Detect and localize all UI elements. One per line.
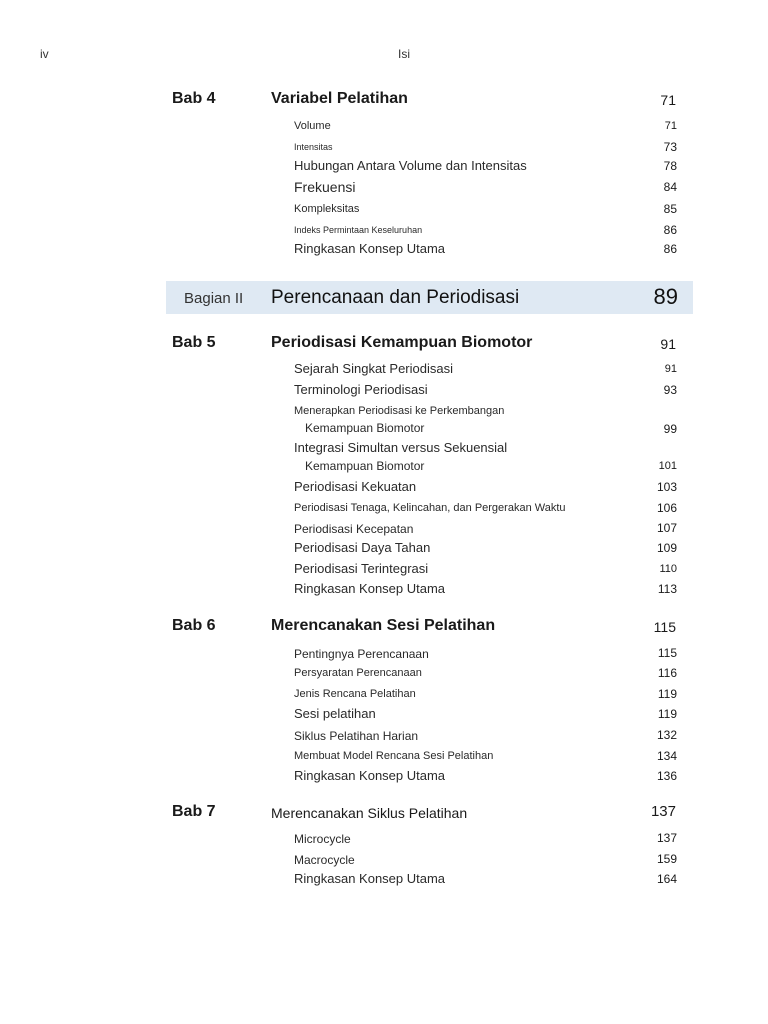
entry-page: 134: [656, 749, 677, 763]
entry-title: Volume: [294, 120, 331, 132]
entry-title: Integrasi Simultan versus Sekuensial: [294, 440, 508, 455]
entry-page: 119: [657, 707, 677, 721]
toc-entry[interactable]: [0, 561, 768, 579]
entry-page: 137: [656, 831, 677, 845]
entry-page: 78: [663, 159, 677, 173]
entry-page: 93: [663, 383, 677, 397]
entry-page: 71: [664, 120, 677, 132]
entry-title-continued: Kemampuan Biomotor: [305, 421, 425, 435]
entry-title: Sejarah Singkat Periodisasi: [294, 361, 453, 376]
entry-title: Indeks Permintaan Keseluruhan: [294, 225, 423, 235]
entry-page: 85: [663, 202, 677, 216]
entry-page: 116: [657, 666, 677, 680]
toc-entry[interactable]: [0, 361, 768, 379]
entry-title: Ringkasan Konsep Utama: [294, 871, 446, 886]
chapter-page: 137: [650, 803, 676, 820]
entry-page: 101: [658, 460, 677, 472]
chapter-title: Merencanakan Siklus Pelatihan: [271, 805, 468, 821]
entry-title: Terminologi Periodisasi: [294, 382, 428, 397]
entry-title: Menerapkan Periodisasi ke Perkembangan: [294, 405, 505, 417]
entry-page: 91: [664, 363, 677, 375]
entry-title: Periodisasi Tenaga, Kelincahan, dan Pergerakan Waktu: [294, 502, 566, 514]
entry-page: 86: [663, 242, 677, 256]
entry-title-continued: Kemampuan Biomotor: [305, 459, 425, 473]
chapter-page: 71: [660, 92, 676, 108]
toc-entry[interactable]: [0, 645, 768, 663]
toc-entry[interactable]: [0, 440, 768, 476]
toc-entry[interactable]: [0, 201, 768, 219]
entry-title: Frekuensi: [294, 179, 356, 195]
entry-page: 113: [657, 582, 677, 596]
chapter-title: Variabel Pelatihan: [271, 90, 408, 107]
entry-page: 86: [663, 223, 677, 237]
toc-entry[interactable]: [0, 665, 768, 683]
toc-entry[interactable]: [0, 382, 768, 400]
entry-page: 73: [663, 140, 677, 154]
entry-title: Periodisasi Terintegrasi: [294, 561, 429, 576]
entry-title: Intensitas: [294, 142, 333, 152]
toc-entry[interactable]: [0, 727, 768, 745]
toc-entry[interactable]: [0, 706, 768, 724]
toc-entry[interactable]: [0, 222, 768, 240]
entry-title: Periodisasi Kekuatan: [294, 479, 417, 494]
entry-title: Pentingnya Perencanaan: [294, 647, 429, 661]
entry-page: 132: [656, 728, 677, 742]
entry-page: 136: [656, 769, 677, 783]
toc-entry[interactable]: [0, 851, 768, 869]
entry-title: Membuat Model Rencana Sesi Pelatihan: [294, 750, 494, 762]
toc-entry[interactable]: [0, 158, 768, 176]
part-page: 89: [653, 284, 678, 309]
part-title: Perencanaan dan Periodisasi: [271, 287, 520, 308]
entry-page: 84: [663, 180, 677, 194]
toc-entry[interactable]: [0, 871, 768, 889]
chapter-title: Merencanakan Sesi Pelatihan: [271, 617, 496, 634]
entry-title: Microcycle: [294, 832, 351, 846]
entry-page: 103: [656, 480, 677, 494]
toc-entry[interactable]: [0, 118, 768, 136]
entry-title: Sesi pelatihan: [294, 706, 376, 721]
chapter-label: Bab 7: [172, 803, 216, 820]
entry-title: Jenis Rencana Pelatihan: [294, 688, 416, 700]
chapter-label: Bab 5: [172, 334, 216, 351]
toc-entry[interactable]: [0, 686, 768, 704]
chapter-page: 91: [660, 336, 676, 352]
toc-entry[interactable]: [0, 520, 768, 538]
part-heading[interactable]: [166, 281, 693, 314]
toc-entry[interactable]: [0, 403, 768, 439]
page-number-roman: iv: [40, 47, 49, 61]
toc-entry[interactable]: [0, 540, 768, 558]
part-label: Bagian II: [184, 290, 244, 307]
chapter-page: 115: [653, 619, 676, 635]
entry-page: 110: [659, 563, 677, 575]
entry-page: 106: [656, 501, 677, 515]
entry-page: 164: [656, 872, 677, 886]
entry-page: 99: [663, 422, 677, 436]
entry-page: 107: [656, 521, 677, 535]
entry-title: Ringkasan Konsep Utama: [294, 768, 446, 783]
entry-title: Persyaratan Perencanaan: [294, 667, 422, 679]
chapter-heading[interactable]: [0, 803, 768, 827]
toc-entry[interactable]: [0, 581, 768, 599]
chapter-label: Bab 6: [172, 617, 216, 634]
entry-page: 159: [656, 852, 677, 866]
chapter-heading[interactable]: [0, 334, 768, 358]
toc-entry[interactable]: [0, 500, 768, 518]
toc-entry[interactable]: [0, 830, 768, 848]
entry-page: 119: [657, 687, 677, 701]
entry-title: Kompleksitas: [294, 203, 360, 215]
toc-entry[interactable]: [0, 139, 768, 157]
toc-entry[interactable]: [0, 241, 768, 259]
toc-entry[interactable]: [0, 768, 768, 786]
entry-title: Siklus Pelatihan Harian: [294, 729, 419, 743]
entry-title: Periodisasi Kecepatan: [294, 522, 414, 536]
toc-entry[interactable]: [0, 179, 768, 197]
toc-entry[interactable]: [0, 479, 768, 497]
entry-title: Ringkasan Konsep Utama: [294, 241, 446, 256]
toc-entry[interactable]: [0, 748, 768, 766]
entry-title: Periodisasi Daya Tahan: [294, 540, 431, 555]
running-header: Isi: [398, 47, 410, 61]
chapter-heading[interactable]: [0, 90, 768, 114]
entry-title: Macrocycle: [294, 853, 355, 867]
entry-title: Ringkasan Konsep Utama: [294, 581, 446, 596]
entry-page: 115: [657, 646, 677, 660]
chapter-heading[interactable]: [0, 617, 768, 641]
entry-page: 109: [656, 541, 677, 555]
entry-title: Hubungan Antara Volume dan Intensitas: [294, 158, 527, 173]
chapter-title: Periodisasi Kemampuan Biomotor: [271, 334, 533, 351]
chapter-label: Bab 4: [172, 90, 216, 107]
